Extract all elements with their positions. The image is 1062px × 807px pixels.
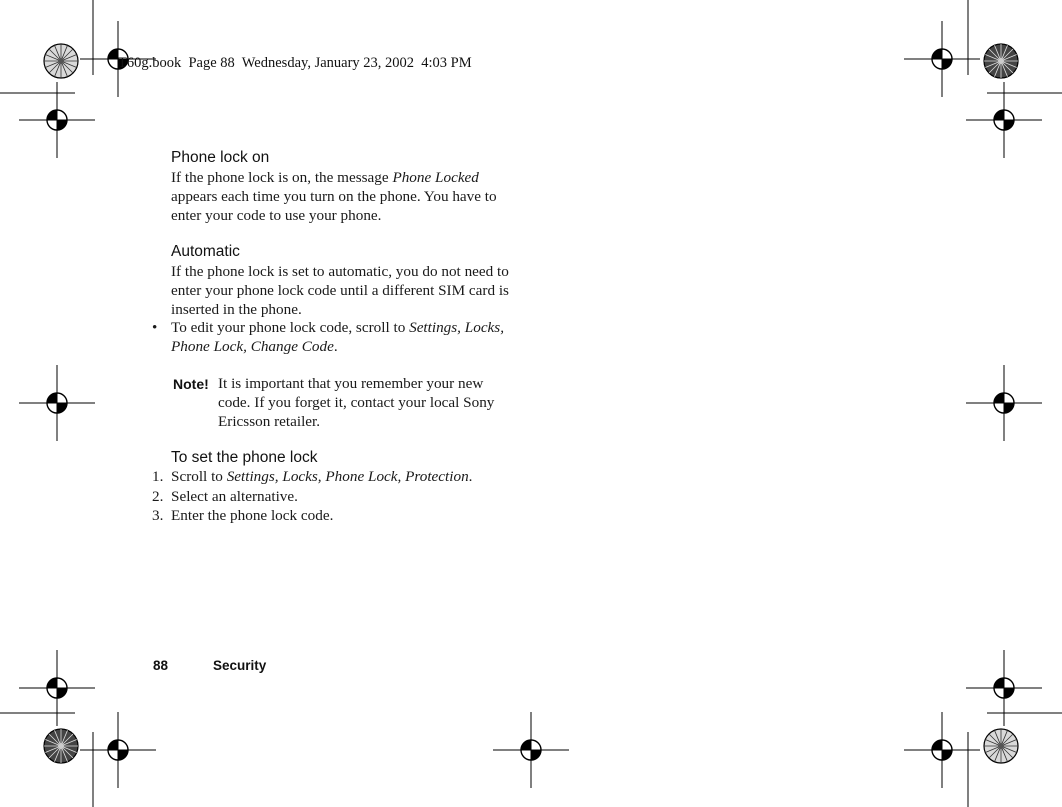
note-text: It is important that you remember your new code. If you forget it, contact your local Sony Ericsson retailer. [218,375,495,430]
registration-target-icon [19,21,1042,788]
section-heading-phone-lock-on: Phone lock on [171,149,270,166]
phone-lock-on-paragraph: If the phone lock is on, the message Phone Locked appears each time you turn on the phone. You have to enter your code to use your phone. [171,169,497,224]
section-heading-automatic: Automatic [171,243,240,260]
list-item: 1. Scroll to Settings, Locks, Phone Lock, Protection. [152,468,473,485]
list-item: 2. Select an alternative. [152,487,298,505]
note-label: Note! [173,376,209,392]
footer-section-title: Security [213,658,267,673]
bullet-marker: • [152,319,158,336]
procedure-steps [152,467,472,526]
procedure-heading: To set the phone lock [171,449,318,466]
list-item: 3. Enter the phone lock code. [152,507,334,525]
automatic-paragraph: If the phone lock is set to automatic, you do not need to enter your phone lock code until a different SIM card is inserted in the phone. [171,263,509,318]
page-number: 88 [153,658,169,673]
print-header: T60g.book Page 88 Wednesday, January 23, 2002 4:03 PM [118,55,472,71]
